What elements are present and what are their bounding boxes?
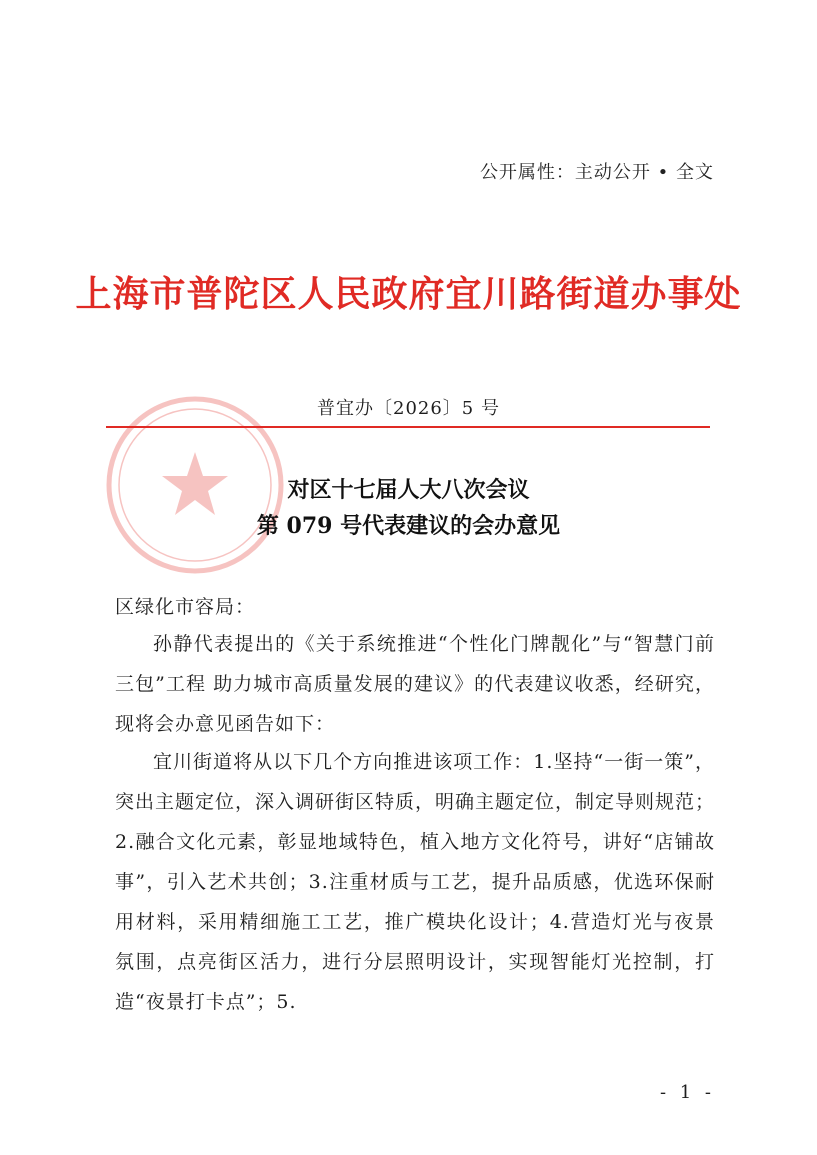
disclosure-attribute: 公开属性：主动公开 • 全文 <box>479 162 714 183</box>
red-divider <box>106 426 710 428</box>
page-number: - 1 - <box>659 1082 715 1103</box>
addressee: 区绿化市容局： <box>115 596 256 618</box>
body-paragraph-2: 宜川街道将从以下几个方向推进该项工作：1.坚持“一街一策”，突出主题定位，深入调研街区特质，明确主题定位，制定导则规范；2.融合文化元素，彰显地域特色，植入地方文化符号，讲好“店铺故事”，引入艺术共创；3.注重材质与工艺，提升品质感，优选环保耐用材料，采用精细施工工艺，推广模块化设计；4.营造灯光与夜景氛围，点亮街区活力，进行分层照明设计，实现智能灯光控制，打造“夜景打卡点”；5. <box>115 751 716 1013</box>
document-title-line-2: 第 079 号代表建议的会办意见 <box>256 513 561 539</box>
document-title-line-1: 对区十七届人大八次会议 <box>287 477 530 503</box>
document-title <box>0 472 817 544</box>
body-paragraph-1: 孙静代表提出的《关于系统推进“个性化门牌靓化”与“智慧门前三包”工程 助力城市高质量发展的建议》的代表建议收悉，经研究，现将会办意见函告如下： <box>115 633 715 735</box>
document-number: 普宜办〔2026〕5 号 <box>317 398 500 419</box>
issuer-heading: 上海市普陀区人民政府宜川路街道办事处 <box>75 273 742 315</box>
